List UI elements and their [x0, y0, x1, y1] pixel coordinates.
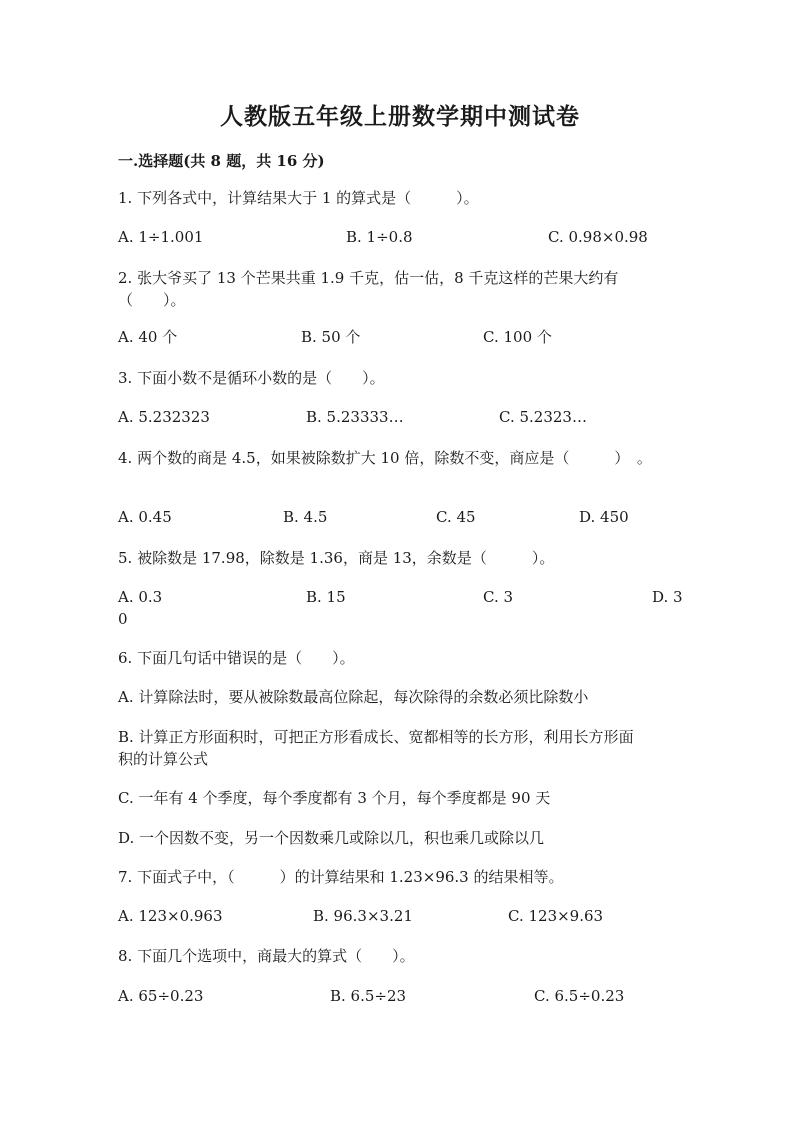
options-row-5: [118, 585, 698, 609]
option-a: A. 0.3: [118, 588, 163, 606]
option-b: B. 1÷0.8: [346, 228, 413, 246]
option-a: A. 计算除法时，要从被除数最高位除起，每次除得的余数必须比除数小: [118, 688, 589, 706]
question-4: 4. 两个数的商是 4.5，如果被除数扩大 10 倍，除数不变，商应是（ ） 。: [118, 449, 652, 467]
option-c: C. 6.5÷0.23: [534, 987, 625, 1005]
option-b-cont: 积的计算公式: [118, 750, 209, 768]
option-a: A. 65÷0.23: [118, 987, 204, 1005]
question-2: 2. 张大爷买了 13 个芒果共重 1.9 千克，估一估，8 千克这样的芒果大约有: [118, 269, 619, 287]
options-row-8: [118, 984, 698, 1008]
options-row-4: [118, 505, 698, 529]
option-b: B. 15: [306, 588, 346, 606]
question-6: 6. 下面几句话中错误的是（ ）。: [118, 649, 355, 667]
options-row-7: [118, 904, 698, 928]
options-row-2: [118, 325, 698, 349]
option-c: C. 一年有 4 个季度，每个季度都有 3 个月，每个季度都是 90 天: [118, 789, 551, 807]
option-b: B. 5.23333…: [306, 408, 404, 426]
option-c: C. 3: [483, 588, 514, 606]
option-b: B. 计算正方形面积时，可把正方形看成长、宽都相等的长方形，利用长方形面: [118, 728, 634, 746]
question-8: 8. 下面几个选项中，商最大的算式（ ）。: [118, 947, 415, 965]
question-7: 7. 下面式子中，（ ）的计算结果和 1.23×96.3 的结果相等。: [118, 868, 564, 886]
option-b: B. 50 个: [301, 328, 361, 346]
option-c: C. 100 个: [483, 328, 552, 346]
question-1: 1. 下列各式中，计算结果大于 1 的算式是（ ）。: [118, 189, 479, 207]
options-row-1: [118, 225, 698, 249]
option-a: A. 0.45: [118, 508, 172, 526]
option-b: B. 96.3×3.21: [313, 907, 413, 925]
option-d: D. 一个因数不变，另一个因数乘几或除以几，积也乘几或除以几: [118, 829, 545, 847]
option-c: C. 5.2323…: [499, 408, 587, 426]
option-a: A. 123×0.963: [118, 907, 223, 925]
option-d: D. 3: [652, 588, 683, 606]
option-d-wrap: 0: [118, 610, 128, 628]
options-row-3: [118, 405, 698, 429]
option-d: D. 450: [579, 508, 629, 526]
option-a: A. 40 个: [118, 328, 178, 346]
page-title: 人教版五年级上册数学期中测试卷: [220, 103, 580, 130]
question-2-cont: （ ）。: [118, 291, 186, 309]
option-c: C. 45: [436, 508, 476, 526]
option-a: A. 5.232323: [118, 408, 210, 426]
option-c: C. 123×9.63: [508, 907, 604, 925]
option-a: A. 1÷1.001: [118, 228, 204, 246]
section-heading: 一.选择题(共 8 题，共 16 分): [118, 152, 325, 170]
option-b: B. 6.5÷23: [330, 987, 407, 1005]
option-b: B. 4.5: [283, 508, 328, 526]
question-3: 3. 下面小数不是循环小数的是（ ）。: [118, 369, 385, 387]
option-c: C. 0.98×0.98: [548, 228, 648, 246]
question-5: 5. 被除数是 17.98，除数是 1.36，商是 13，余数是（ ）。: [118, 549, 555, 567]
